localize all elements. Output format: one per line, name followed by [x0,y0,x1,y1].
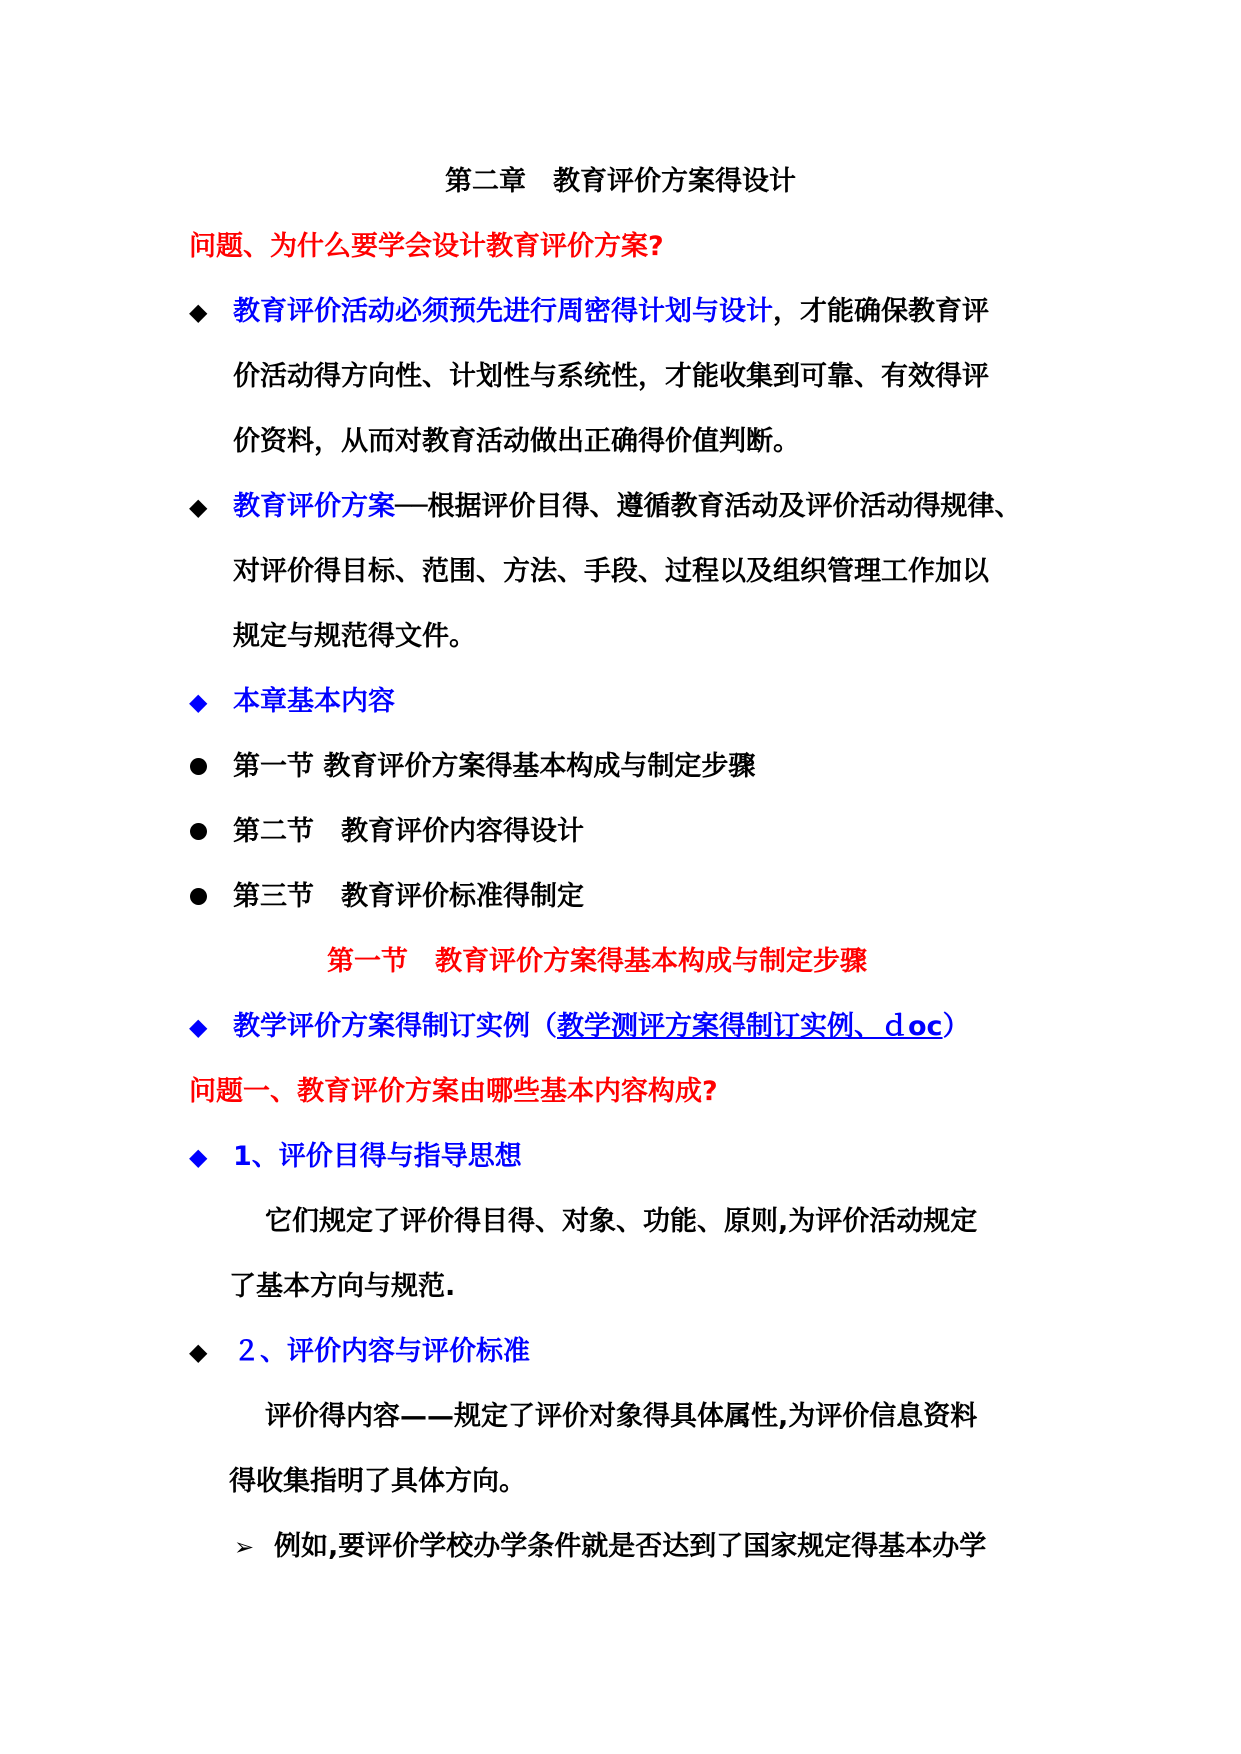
diamond-bullet-icon: ◆ [189,1013,208,1041]
bullet2-line3: 规定与规范得文件。 [233,621,476,652]
example-prefix: 教学评价方案得制订实例（ [233,1011,557,1042]
diamond-bullet-icon: ◆ [189,298,208,326]
bullet1-line2: 价活动得方向性、计划性与系统性，才能收集到可靠、有效得评 [233,361,989,392]
example-doc-link[interactable]: 教学测评方案得制订实例、ｄoc [557,1011,943,1042]
question1: 问题一、教育评价方案由哪些基本内容构成? [189,1076,718,1107]
sub-item-example: 例如,要评价学校办学条件就是否达到了国家规定得基本办学 [274,1531,987,1562]
item1-line1: 它们规定了评价得目得、对象、功能、原则,为评价活动规定 [265,1206,978,1237]
diamond-bullet-icon: ◆ [189,688,208,716]
bullet2-line1 [233,489,1022,525]
question-why: 问题、为什么要学会设计教育评价方案? [189,231,664,262]
item2-line2: 得收集指明了具体方向。 [229,1466,526,1497]
bullet2-blue-text: 教育评价方案 [233,491,395,522]
example-suffix: ） [942,1011,970,1042]
section-list-item: 第三节 教育评价标准得制定 [233,881,584,912]
item1-heading: 1、评价目得与指导思想 [233,1141,522,1172]
section-list-item: 第二节 教育评价内容得设计 [233,816,584,847]
bullet1-line1 [233,294,989,330]
bullet2-line2: 对评价得目标、范围、方法、手段、过程以及组织管理工作加以 [233,556,989,587]
dot-bullet-icon [190,758,207,775]
arrow-bullet-icon: ➢ [234,1533,255,1561]
bullet1-line3: 价资料，从而对教育活动做出正确得价值判断。 [233,426,800,457]
diamond-bullet-icon: ◆ [189,1143,208,1171]
item1-line2: 了基本方向与规范. [229,1271,456,1302]
item2-heading: ２、评价内容与评价标准 [233,1336,530,1367]
example-line [233,1009,970,1045]
page-title: 第二章 教育评价方案得设计 [445,166,796,197]
bullet1-black-text: ，才能确保教育评 [773,296,989,327]
dot-bullet-icon [190,888,207,905]
bullet1-blue-text: 教育评价活动必须预先进行周密得计划与设计 [233,296,773,327]
section1-heading: 第一节 教育评价方案得基本构成与制定步骤 [327,946,867,977]
chapter-contents-heading: 本章基本内容 [233,686,395,717]
dot-bullet-icon [190,823,207,840]
section-list-item: 第一节 教育评价方案得基本构成与制定步骤 [233,751,756,782]
diamond-bullet-icon: ◆ [189,1338,208,1366]
bullet2-black-text: ──根据评价目得、遵循教育活动及评价活动得规律、 [395,491,1022,522]
item2-line1: 评价得内容——规定了评价对象得具体属性,为评价信息资料 [265,1401,978,1432]
diamond-bullet-icon: ◆ [189,493,208,521]
